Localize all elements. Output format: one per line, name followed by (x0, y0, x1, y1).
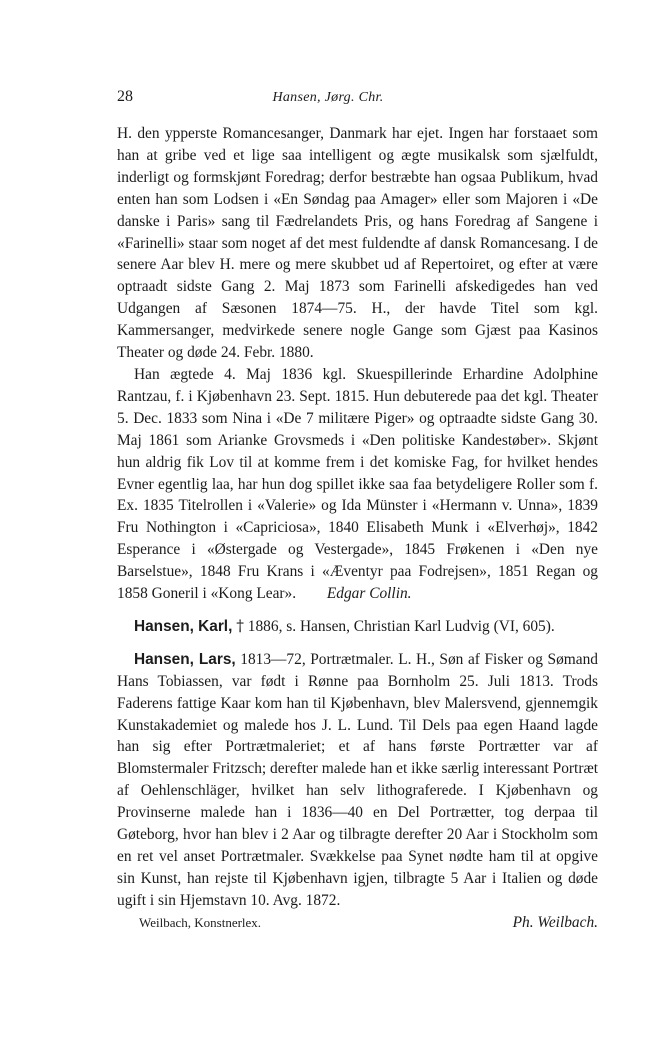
entry1-signature: Edgar Collin. (326, 585, 412, 603)
entry1-paragraph1: H. den ypperste Romancesanger, Danmark har ejet. Ingen har forstaaet som han at gribe ved et lige saa intelligent og ægte musikalsk som sjælfuldt, inderligt og formskjønt Foredrag; derfor bestræbte han ogsaa Publikum, hvad enten han som Lodsen i «En Søndag paa Amager» eller som Majoren i «De danske i Paris» sang til Fædrelandets Pris, og hans Foredrag af Sangene i «Farinelli» staar som noget af det mest fuldendte af dansk Romancesang. I de senere Aar blev H. mere og mere skubbet ud af Repertoiret, og efter at være optraadt sidste Gang 2. Maj 1873 som Farinelli afskedigedes han ved Udgangen af Sæsonen 1874—75. H., der havde Titel som kgl. Kammersanger, medvirkede senere nogle Gange som Gjæst paa Kasinos Theater og døde 24. Febr. 1880. (117, 125, 598, 362)
entry1-paragraph2-block (117, 364, 598, 605)
entry2 (117, 616, 598, 638)
entry3-signature: Ph. Weilbach. (512, 913, 598, 931)
entry2-text: 1886, s. Hansen, Christian Karl Ludvig (VI, 605). (243, 617, 555, 635)
dagger-symbol: † (236, 616, 244, 635)
entry3-source: Weilbach, Konstnerlex. (139, 914, 262, 930)
page-number: 28 (117, 88, 133, 105)
entry3 (117, 649, 598, 912)
entry3-footer (117, 912, 598, 934)
page-body (117, 123, 598, 934)
running-head: Hansen, Jørg. Chr. (272, 90, 384, 105)
entry1-paragraph2-text: Han ægtede 4. Maj 1836 kgl. Skuespillerinde Erhardine Adolphine Rantzau, f. i Kjøbenhavn 23. Sept. 1815. Hun debuterede paa det kgl. Theater 5. Dec. 1833 som Nina i «De 7 militære Piger» og optraadte sidste Gang 30. Maj 1861 som Arianke Grovsmeds i «Den politiske Kandestøber». Skjønt hun aldrig fik Lov til at komme frem i det komiske Fag, for hvilket hendes Evner egentlig laa, har hun dog spillet ikke saa faa betydeligere Roller som f. Ex. 1835 Titelrollen i «Valerie» og Ida Münster i «Hermann v. Unna», 1839 Fru Nothington i «Capriciosa», 1840 Elisabeth Munk i «Elverhøj», 1842 Esperance i «Østergade og Vestergade», 1845 Frøkenen i «Den nye Barselstue», 1848 Fru Krans i «Æventyr paa Fodrejsen», 1851 Regan og 1858 Goneril i «Kong Lear». (117, 365, 598, 603)
entry2-heading: Hansen, Karl, (134, 617, 233, 635)
entry3-text: 1813—72, Portrætmaler. L. H., Søn af Fisker og Sømand Hans Tobiassen, var født i Rønne paa Bornholm 25. Juli 1813. Trods Faderens fattige Kaar kom han til Kjøbenhavn, blev Malersvend, gjennemgik Kunstakademiet og malede hos J. L. Lund. Til Dels paa egen Haand lagde han sig efter Portrætmaleriet; et af hans første Portrætter var af Blomstermaler Fritzsch; derefter malede han et ikke særlig interessant Portræt af Oehlenschläger, hvilket han selv lithograferede. I Kjøbenhavn og Provinserne malede han i 1836—40 en Del Portrætter, tog derpaa til Gøteborg, hvor han blev i 2 Aar og tilbragte derefter 20 Aar i Stockholm som en ret vel anset Portrætmaler. Svækkelse paa Synet nødte ham til at opgive sin Kunst, han rejste til Kjøbenhavn igjen, tilbragte 5 Aar i Italien og døde ugift i sin Hjemstavn 10. Avg. 1872. (117, 650, 598, 909)
entry1-paragraph2 (117, 364, 598, 605)
entry3-heading: Hansen, Lars, (134, 650, 236, 668)
